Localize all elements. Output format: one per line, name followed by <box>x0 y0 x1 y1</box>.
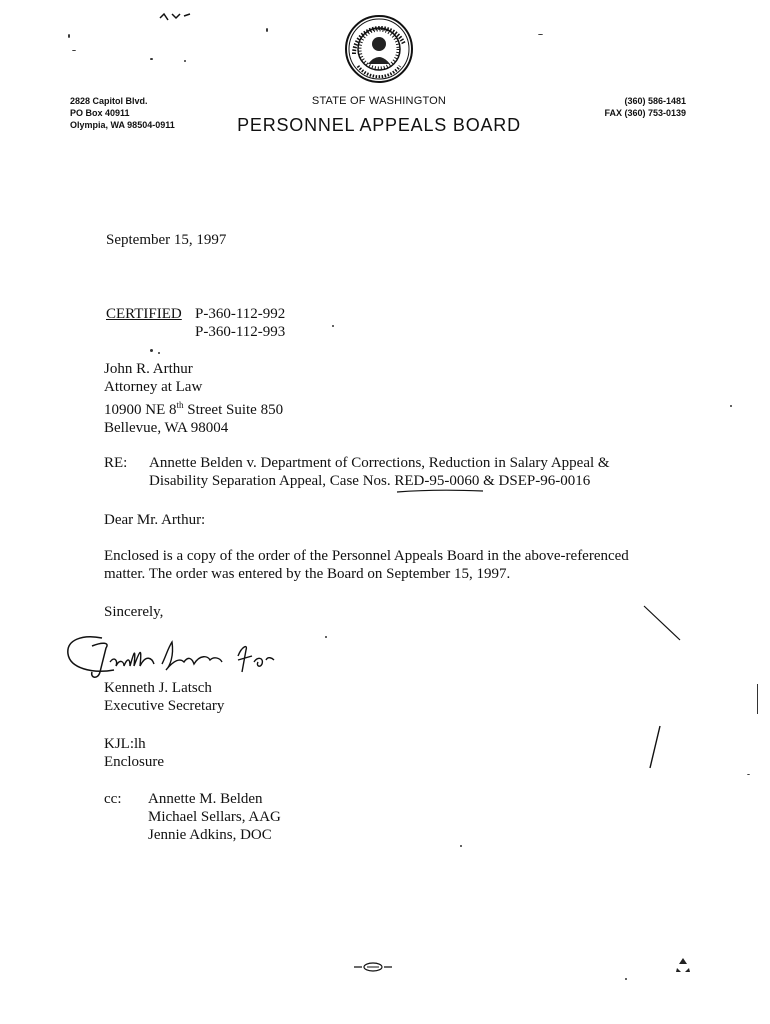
scan-speck <box>68 34 70 38</box>
scan-speck <box>150 349 153 352</box>
phone-number: (360) 586-1481 <box>624 96 686 106</box>
handwritten-underline <box>395 487 485 495</box>
scan-speck <box>460 845 462 847</box>
scan-speck <box>747 774 750 775</box>
cc-list <box>148 790 281 844</box>
re-line: Disability Separation Appeal, Case Nos. RED-95-0060 & DSEP-96-0016 <box>149 473 591 489</box>
scan-speck <box>72 50 76 51</box>
re-label: RE: <box>104 455 128 471</box>
certified-number: P-360-112-993 <box>195 324 286 340</box>
certified-number: P-360-112-992 <box>195 306 286 322</box>
salutation: Dear Mr. Arthur: <box>104 512 206 528</box>
body-line: Enclosed is a copy of the order of the Personnel Appeals Board in the above-referenced <box>104 548 629 564</box>
scan-speck <box>757 684 758 714</box>
board-name: PERSONNEL APPEALS BOARD <box>237 115 521 135</box>
typist-initials: KJL:lh <box>104 736 146 752</box>
scan-speck <box>730 405 732 407</box>
address-line: 2828 Capitol Blvd. <box>70 96 148 106</box>
closing: Sincerely, <box>104 604 164 620</box>
state-seal-icon <box>344 14 414 84</box>
recipient-address <box>104 360 283 437</box>
fax-number: FAX (360) 753-0139 <box>604 108 686 118</box>
signer-name: Kenneth J. Latsch <box>104 680 212 696</box>
signer-title: Executive Secretary <box>104 698 225 714</box>
scan-speck <box>266 28 268 32</box>
ordinal-suffix: th <box>176 400 184 410</box>
board-contact <box>590 95 686 119</box>
enclosure-note: Enclosure <box>104 754 164 770</box>
recipient-title: Attorney at Law <box>104 379 203 395</box>
cc-name: Michael Sellars, AAG <box>148 809 281 825</box>
scan-speck <box>538 34 543 35</box>
cc-name: Annette M. Belden <box>148 791 263 807</box>
scan-speck <box>332 325 334 327</box>
recycle-icon <box>674 956 692 974</box>
scan-speck <box>625 978 627 980</box>
pen-stroke-mark <box>640 602 685 644</box>
recipient-city: Bellevue, WA 98004 <box>104 420 229 436</box>
certified-label: CERTIFIED <box>106 306 182 322</box>
letter-date: September 15, 1997 <box>106 232 227 248</box>
re-line: Annette Belden v. Department of Corrections, Reduction in Salary Appeal & <box>149 455 610 471</box>
board-address <box>70 95 175 131</box>
scan-speck <box>158 352 160 354</box>
pen-stroke-mark <box>646 722 666 772</box>
body-line: matter. The order was entered by the Board on September 15, 1997. <box>104 566 511 582</box>
scan-speck <box>184 60 186 62</box>
scan-artifact-mark <box>156 8 196 28</box>
cc-label: cc: <box>104 791 122 807</box>
cc-name: Jennie Adkins, DOC <box>148 827 272 843</box>
street-name: Street Suite 850 <box>183 402 284 418</box>
street-number: 10900 NE 8 <box>104 402 177 418</box>
recipient-street <box>104 396 283 419</box>
state-heading: STATE OF WASHINGTON <box>311 95 447 107</box>
address-line: Olympia, WA 98504-0911 <box>70 120 175 130</box>
recipient-name: John R. Arthur <box>104 361 193 377</box>
address-line: PO Box 40911 <box>70 108 130 118</box>
scan-speck <box>150 58 153 60</box>
printer-ornament-icon <box>352 960 394 974</box>
scan-speck <box>325 636 327 638</box>
